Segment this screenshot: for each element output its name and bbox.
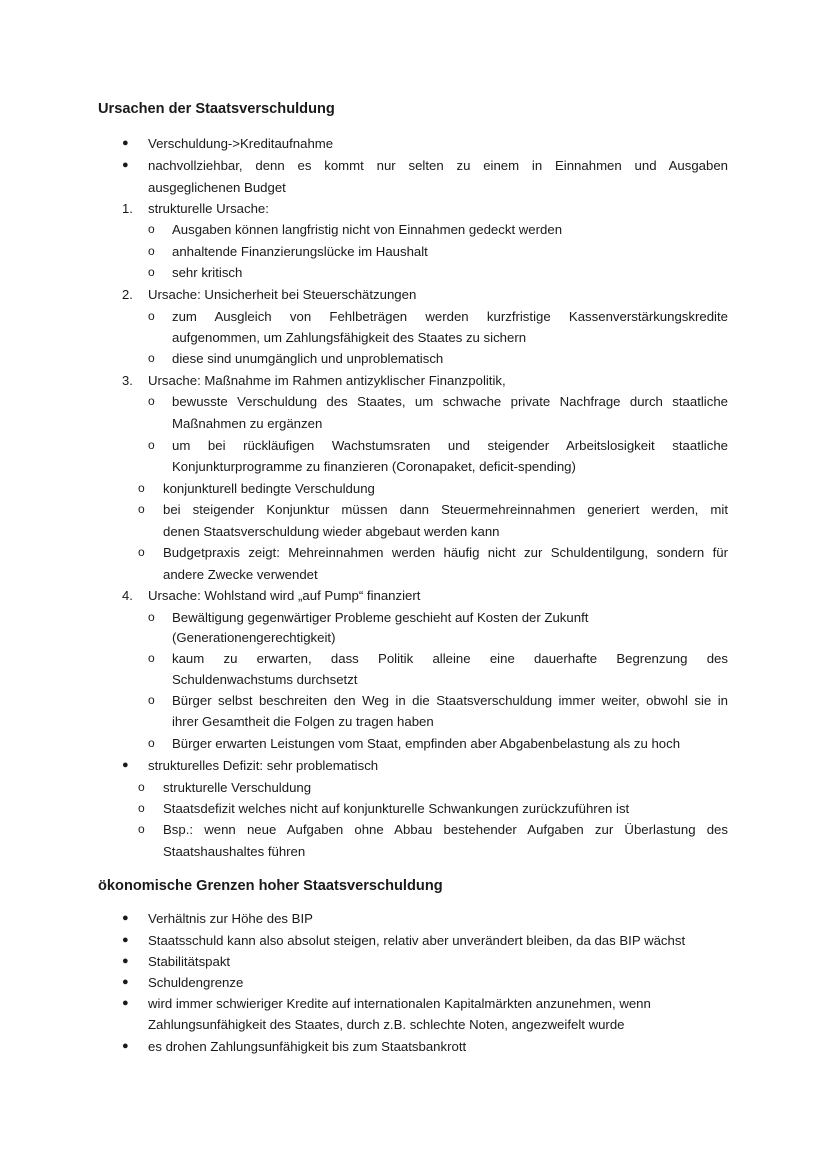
- bullet-marker: ●: [122, 955, 129, 967]
- list-item-text: Bürger selbst beschreiten den Weg in die Staatsverschuldung immer weiter, obwohl sie in: [172, 693, 728, 708]
- sub-item: [138, 819, 728, 840]
- list-item-text: Bürger erwarten Leistungen vom Staat, empfinden aber Abgabenbelastung als zu hoch: [172, 736, 681, 751]
- circle-marker: o: [148, 309, 155, 323]
- bullet-marker: ●: [122, 1040, 129, 1052]
- sub-item: [148, 690, 728, 711]
- circle-marker: o: [148, 693, 155, 707]
- circle-marker: o: [148, 651, 155, 665]
- section-heading: Ursachen der Staatsverschuldung: [98, 101, 335, 117]
- list-item-text: Stabilitätspakt: [148, 954, 231, 969]
- sub-item-continuation: aufgenommen, um Zahlungsfähigkeit des Staates zu sichern: [172, 330, 527, 345]
- list-item-text: um bei rückläufigen Wachstumsraten und steigender Arbeitslosigkeit staatliche: [172, 438, 728, 453]
- bullet-marker: ●: [122, 912, 129, 924]
- list-item: [122, 972, 244, 993]
- sub-item: [138, 798, 630, 819]
- list-item-text: Ausgaben können langfristig nicht von Einnahmen gedeckt werden: [172, 222, 563, 237]
- sub-item: [148, 306, 728, 327]
- number-marker: 2.: [122, 287, 133, 302]
- sub-item: [148, 241, 428, 262]
- numbered-item: [122, 585, 421, 606]
- list-item-text: strukturelle Verschuldung: [163, 780, 312, 795]
- circle-marker: o: [148, 244, 155, 258]
- bullet-marker: ●: [122, 759, 129, 771]
- list-item-text: bei steigender Konjunktur müssen dann Steuermehreinnahmen generiert werden, mit: [163, 502, 728, 517]
- sub-item-continuation: ihrer Gesamtheit die Folgen zu tragen haben: [172, 714, 434, 729]
- sub-item-continuation: Schuldenwachstums durchsetzt: [172, 672, 358, 687]
- list-item: [122, 1036, 467, 1057]
- list-item: [122, 930, 686, 951]
- sub-item-continuation: Konjunkturprogramme zu finanzieren (Coronapaket, deficit-spending): [172, 459, 576, 474]
- list-item-text: bewusste Verschuldung des Staates, um schwache private Nachfrage durch staatliche: [172, 394, 728, 409]
- number-marker: 1.: [122, 201, 133, 216]
- circle-marker: o: [138, 801, 145, 815]
- sub-item: [148, 733, 681, 754]
- sub-item: [148, 435, 728, 456]
- sub-item: [138, 777, 312, 798]
- list-item: [122, 951, 231, 972]
- list-item-text: Bewältigung gegenwärtiger Probleme geschieht auf Kosten der Zukunft: [172, 610, 589, 625]
- list-item-continuation: ausgeglichenen Budget: [148, 180, 286, 195]
- list-item-text: es drohen Zahlungsunfähigkeit bis zum Staatsbankrott: [148, 1039, 467, 1054]
- list-item-text: strukturelles Defizit: sehr problematisch: [148, 758, 379, 773]
- list-item-text: diese sind unumgänglich und unproblematisch: [172, 351, 444, 366]
- circle-marker: o: [148, 610, 155, 624]
- sub-item: [138, 478, 375, 499]
- list-item-text: Verschuldung->Kreditaufnahme: [148, 136, 334, 151]
- sub-item: [148, 219, 563, 240]
- bullet-marker: ●: [122, 934, 129, 946]
- circle-marker: o: [148, 351, 155, 365]
- list-item-text: nachvollziehbar, denn es kommt nur selten zu einem in Einnahmen und Ausgaben: [148, 158, 728, 173]
- list-item-text: Ursache: Maßnahme im Rahmen antizyklischer Finanzpolitik,: [148, 373, 506, 388]
- sub-item: [148, 262, 243, 283]
- bullet-marker: ●: [122, 976, 129, 988]
- list-item-continuation: Zahlungsunfähigkeit des Staates, durch z.B. schlechte Noten, angezweifelt wurde: [148, 1017, 625, 1032]
- list-item-text: Verhältnis zur Höhe des BIP: [148, 911, 313, 926]
- list-item: [122, 133, 334, 154]
- numbered-item: [122, 370, 506, 391]
- sub-item-continuation: Staatshaushaltes führen: [163, 844, 306, 859]
- sub-item-continuation: (Generationengerechtigkeit): [172, 630, 336, 645]
- list-item: [122, 155, 728, 176]
- list-item-text: sehr kritisch: [172, 265, 243, 280]
- sub-item: [138, 499, 728, 520]
- section-heading: ökonomische Grenzen hoher Staatsverschuldung: [98, 878, 443, 894]
- bullet-marker: ●: [122, 137, 129, 149]
- circle-marker: o: [138, 822, 145, 836]
- list-item: [122, 755, 379, 776]
- sub-item: [148, 607, 589, 628]
- number-marker: 3.: [122, 373, 133, 388]
- sub-item: [138, 542, 728, 563]
- circle-marker: o: [138, 545, 145, 559]
- sub-item: [148, 391, 728, 412]
- list-item: [122, 908, 313, 929]
- list-item-text: Staatsschuld kann also absolut steigen, relativ aber unverändert bleiben, da das BIP wächst: [148, 933, 686, 948]
- list-item-text: strukturelle Ursache:: [148, 201, 269, 216]
- list-item-text: konjunkturell bedingte Verschuldung: [163, 481, 375, 496]
- number-marker: 4.: [122, 588, 133, 603]
- sub-item: [148, 348, 444, 369]
- list-item-text: Staatsdefizit welches nicht auf konjunkturelle Schwankungen zurückzuführen ist: [163, 801, 630, 816]
- list-item-text: Bsp.: wenn neue Aufgaben ohne Abbau bestehender Aufgaben zur Überlastung des: [163, 822, 728, 837]
- sub-item-continuation: denen Staatsverschuldung wieder abgebaut werden kann: [163, 524, 500, 539]
- circle-marker: o: [148, 438, 155, 452]
- list-item-text: Ursache: Unsicherheit bei Steuerschätzungen: [148, 287, 417, 302]
- list-item-text: Budgetpraxis zeigt: Mehreinnahmen werden häufig nicht zur Schuldentilgung, sondern für: [163, 545, 728, 560]
- circle-marker: o: [148, 736, 155, 750]
- list-item-text: anhaltende Finanzierungslücke im Haushalt: [172, 244, 428, 259]
- list-item-text: zum Ausgleich von Fehlbeträgen werden kurzfristige Kassenverstärkungskredite: [172, 309, 728, 324]
- circle-marker: o: [138, 481, 145, 495]
- sub-item: [148, 648, 728, 669]
- circle-marker: o: [148, 265, 155, 279]
- list-item: [122, 993, 651, 1014]
- circle-marker: o: [138, 780, 145, 794]
- sub-item-continuation: andere Zwecke verwendet: [163, 567, 318, 582]
- numbered-item: [122, 198, 269, 219]
- bullet-marker: ●: [122, 159, 129, 171]
- list-item-text: Schuldengrenze: [148, 975, 244, 990]
- bullet-marker: ●: [122, 997, 129, 1009]
- list-item-text: Ursache: Wohlstand wird „auf Pump“ finanziert: [148, 588, 421, 603]
- circle-marker: o: [148, 394, 155, 408]
- circle-marker: o: [148, 222, 155, 236]
- list-item-text: kaum zu erwarten, dass Politik alleine eine dauerhafte Begrenzung des: [172, 651, 728, 666]
- sub-item-continuation: Maßnahmen zu ergänzen: [172, 416, 323, 431]
- list-item-text: wird immer schwieriger Kredite auf internationalen Kapitalmärkten anzunehmen, wenn: [148, 996, 651, 1011]
- circle-marker: o: [138, 502, 145, 516]
- numbered-item: [122, 284, 417, 305]
